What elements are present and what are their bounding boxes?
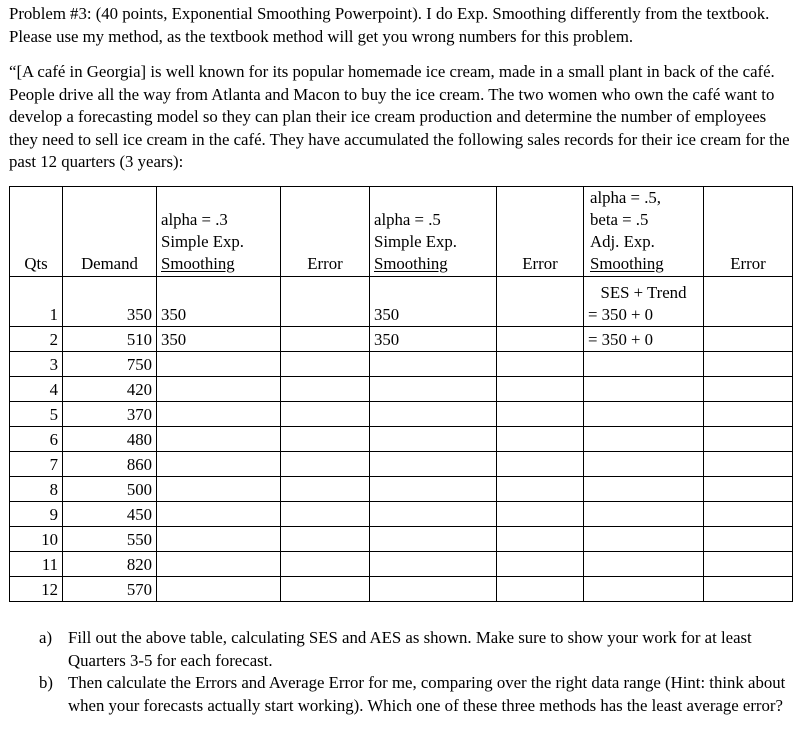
error3-cell <box>704 427 793 452</box>
table-row <box>10 552 793 577</box>
ses-03-cell <box>157 427 281 452</box>
ses-05-cell: 350 <box>370 327 497 352</box>
ses-05-cell: 350 <box>370 277 497 327</box>
error2-cell <box>497 502 584 527</box>
aes-cell <box>584 452 704 477</box>
aes-cell: = 350 + 0 <box>584 327 704 352</box>
ses-03-cell <box>157 352 281 377</box>
header-error-1: Error <box>281 187 370 277</box>
qtr-cell: 5 <box>10 402 63 427</box>
error1-cell <box>281 552 370 577</box>
demand-cell: 350 <box>63 277 157 327</box>
demand-cell: 860 <box>63 452 157 477</box>
ses-03-cell: 350 <box>157 327 281 352</box>
task-item-a <box>9 627 795 672</box>
header-ses2-line3: Smoothing <box>374 254 448 273</box>
error1-cell <box>281 427 370 452</box>
table-header-row <box>10 187 793 277</box>
error1-cell <box>281 327 370 352</box>
table-row <box>10 452 793 477</box>
demand-cell: 370 <box>63 402 157 427</box>
qtr-cell: 1 <box>10 277 63 327</box>
qtr-cell: 3 <box>10 352 63 377</box>
table-row <box>10 502 793 527</box>
aes-cell <box>584 577 704 602</box>
demand-cell: 510 <box>63 327 157 352</box>
table-row <box>10 402 793 427</box>
ses-05-cell <box>370 452 497 477</box>
aes-cell <box>584 502 704 527</box>
aes-cell <box>584 477 704 502</box>
header-error-3: Error <box>704 187 793 277</box>
header-aes-line2: beta = .5 <box>590 210 649 229</box>
error2-cell <box>497 452 584 477</box>
error1-cell <box>281 452 370 477</box>
error2-cell <box>497 377 584 402</box>
ses-03-cell <box>157 452 281 477</box>
header-qts: Qts <box>10 187 63 277</box>
qtr-cell: 9 <box>10 502 63 527</box>
ses-03-cell <box>157 477 281 502</box>
qtr-cell: 11 <box>10 552 63 577</box>
error3-cell <box>704 552 793 577</box>
demand-cell: 500 <box>63 477 157 502</box>
error3-cell <box>704 502 793 527</box>
ses-03-cell <box>157 377 281 402</box>
ses-05-cell <box>370 502 497 527</box>
error1-cell <box>281 477 370 502</box>
aes-cell <box>584 527 704 552</box>
ses-05-cell <box>370 552 497 577</box>
error3-cell <box>704 452 793 477</box>
table-row <box>10 327 793 352</box>
header-ses-alpha-05 <box>370 187 497 277</box>
table-row <box>10 352 793 377</box>
task-marker: a) <box>39 628 53 647</box>
ses-05-cell <box>370 477 497 502</box>
error1-cell <box>281 277 370 327</box>
task-text: Fill out the above table, calculating SES and AES as shown. Make sure to show your work for at least Quarters 3-5 for each forecast. <box>68 628 752 670</box>
problem-quote: “[A café in Georgia] is well known for its popular homemade ice cream, made in a small plant in back of the café. People drive all the way from Atlanta and Macon to buy the ice cream. The two women who own the café want to develop a forecasting model so they can plan their ice cream production and determine the number of employees they need to sell ice cream in the café. They have accumulated the following sales records for their ice cream for the past 12 quarters (3 years): <box>9 62 790 171</box>
error3-cell <box>704 402 793 427</box>
error2-cell <box>497 352 584 377</box>
demand-cell: 450 <box>63 502 157 527</box>
ses-03-cell <box>157 552 281 577</box>
error1-cell <box>281 577 370 602</box>
qtr-cell: 12 <box>10 577 63 602</box>
qtr-cell: 6 <box>10 427 63 452</box>
ses-05-cell <box>370 527 497 552</box>
header-aes <box>584 187 704 277</box>
demand-cell: 420 <box>63 377 157 402</box>
header-aes-line1: alpha = .5, <box>590 188 661 207</box>
task-item-b <box>9 672 795 717</box>
error1-cell <box>281 402 370 427</box>
forecast-table <box>9 186 793 602</box>
error1-cell <box>281 352 370 377</box>
header-ses2-line1: alpha = .5 <box>374 210 441 229</box>
error2-cell <box>497 577 584 602</box>
qtr-cell: 7 <box>10 452 63 477</box>
error3-cell <box>704 577 793 602</box>
qtr-cell: 8 <box>10 477 63 502</box>
qtr-cell: 4 <box>10 377 63 402</box>
qtr-cell: 2 <box>10 327 63 352</box>
error3-cell <box>704 477 793 502</box>
header-ses1-line2: Simple Exp. <box>161 232 244 251</box>
aes-cell <box>584 402 704 427</box>
ses-03-cell <box>157 402 281 427</box>
error2-cell <box>497 552 584 577</box>
header-ses2-line2: Simple Exp. <box>374 232 457 251</box>
error1-cell <box>281 377 370 402</box>
aes-cell <box>584 377 704 402</box>
demand-cell: 480 <box>63 427 157 452</box>
table-row <box>10 377 793 402</box>
error3-cell <box>704 352 793 377</box>
header-aes-line4: Smoothing <box>590 254 664 273</box>
table-row <box>10 577 793 602</box>
error1-cell <box>281 502 370 527</box>
error2-cell <box>497 427 584 452</box>
aes-value: = 350 + 0 <box>588 305 654 324</box>
ses-03-cell <box>157 502 281 527</box>
ses-05-cell <box>370 377 497 402</box>
task-list <box>9 627 795 717</box>
table-row <box>10 427 793 452</box>
error3-cell <box>704 377 793 402</box>
problem-intro: Problem #3: (40 points, Exponential Smoothing Powerpoint). I do Exp. Smoothing differently from the textbook. Please use my method, as the textbook method will get you wrong numbers for this problem. <box>9 4 770 46</box>
header-demand: Demand <box>63 187 157 277</box>
table-row <box>10 277 793 327</box>
header-error-2: Error <box>497 187 584 277</box>
header-ses1-line1: alpha = .3 <box>161 210 228 229</box>
ses-05-cell <box>370 352 497 377</box>
error2-cell <box>497 327 584 352</box>
error3-cell <box>704 327 793 352</box>
table-row <box>10 477 793 502</box>
table-row <box>10 527 793 552</box>
error3-cell <box>704 277 793 327</box>
header-aes-line3: Adj. Exp. <box>590 232 655 251</box>
ses-05-cell <box>370 577 497 602</box>
header-ses1-line3: Smoothing <box>161 254 235 273</box>
error2-cell <box>497 477 584 502</box>
error2-cell <box>497 277 584 327</box>
aes-cell <box>584 352 704 377</box>
demand-cell: 750 <box>63 352 157 377</box>
ses-03-cell <box>157 527 281 552</box>
demand-cell: 820 <box>63 552 157 577</box>
task-marker: b) <box>39 673 53 692</box>
error1-cell <box>281 527 370 552</box>
ses-05-cell <box>370 402 497 427</box>
aes-cell <box>584 427 704 452</box>
aes-cell <box>584 552 704 577</box>
aes-subheader: SES + Trend <box>600 283 687 302</box>
error2-cell <box>497 402 584 427</box>
ses-05-cell <box>370 427 497 452</box>
ses-03-cell <box>157 577 281 602</box>
error2-cell <box>497 527 584 552</box>
aes-cell <box>584 277 704 327</box>
task-text: Then calculate the Errors and Average Error for me, comparing over the right data range (Hint: think about when your forecasts actually start working). Which one of these three methods has the least average error? <box>68 673 786 715</box>
ses-03-cell: 350 <box>157 277 281 327</box>
demand-cell: 570 <box>63 577 157 602</box>
header-ses-alpha-03 <box>157 187 281 277</box>
demand-cell: 550 <box>63 527 157 552</box>
error3-cell <box>704 527 793 552</box>
qtr-cell: 10 <box>10 527 63 552</box>
